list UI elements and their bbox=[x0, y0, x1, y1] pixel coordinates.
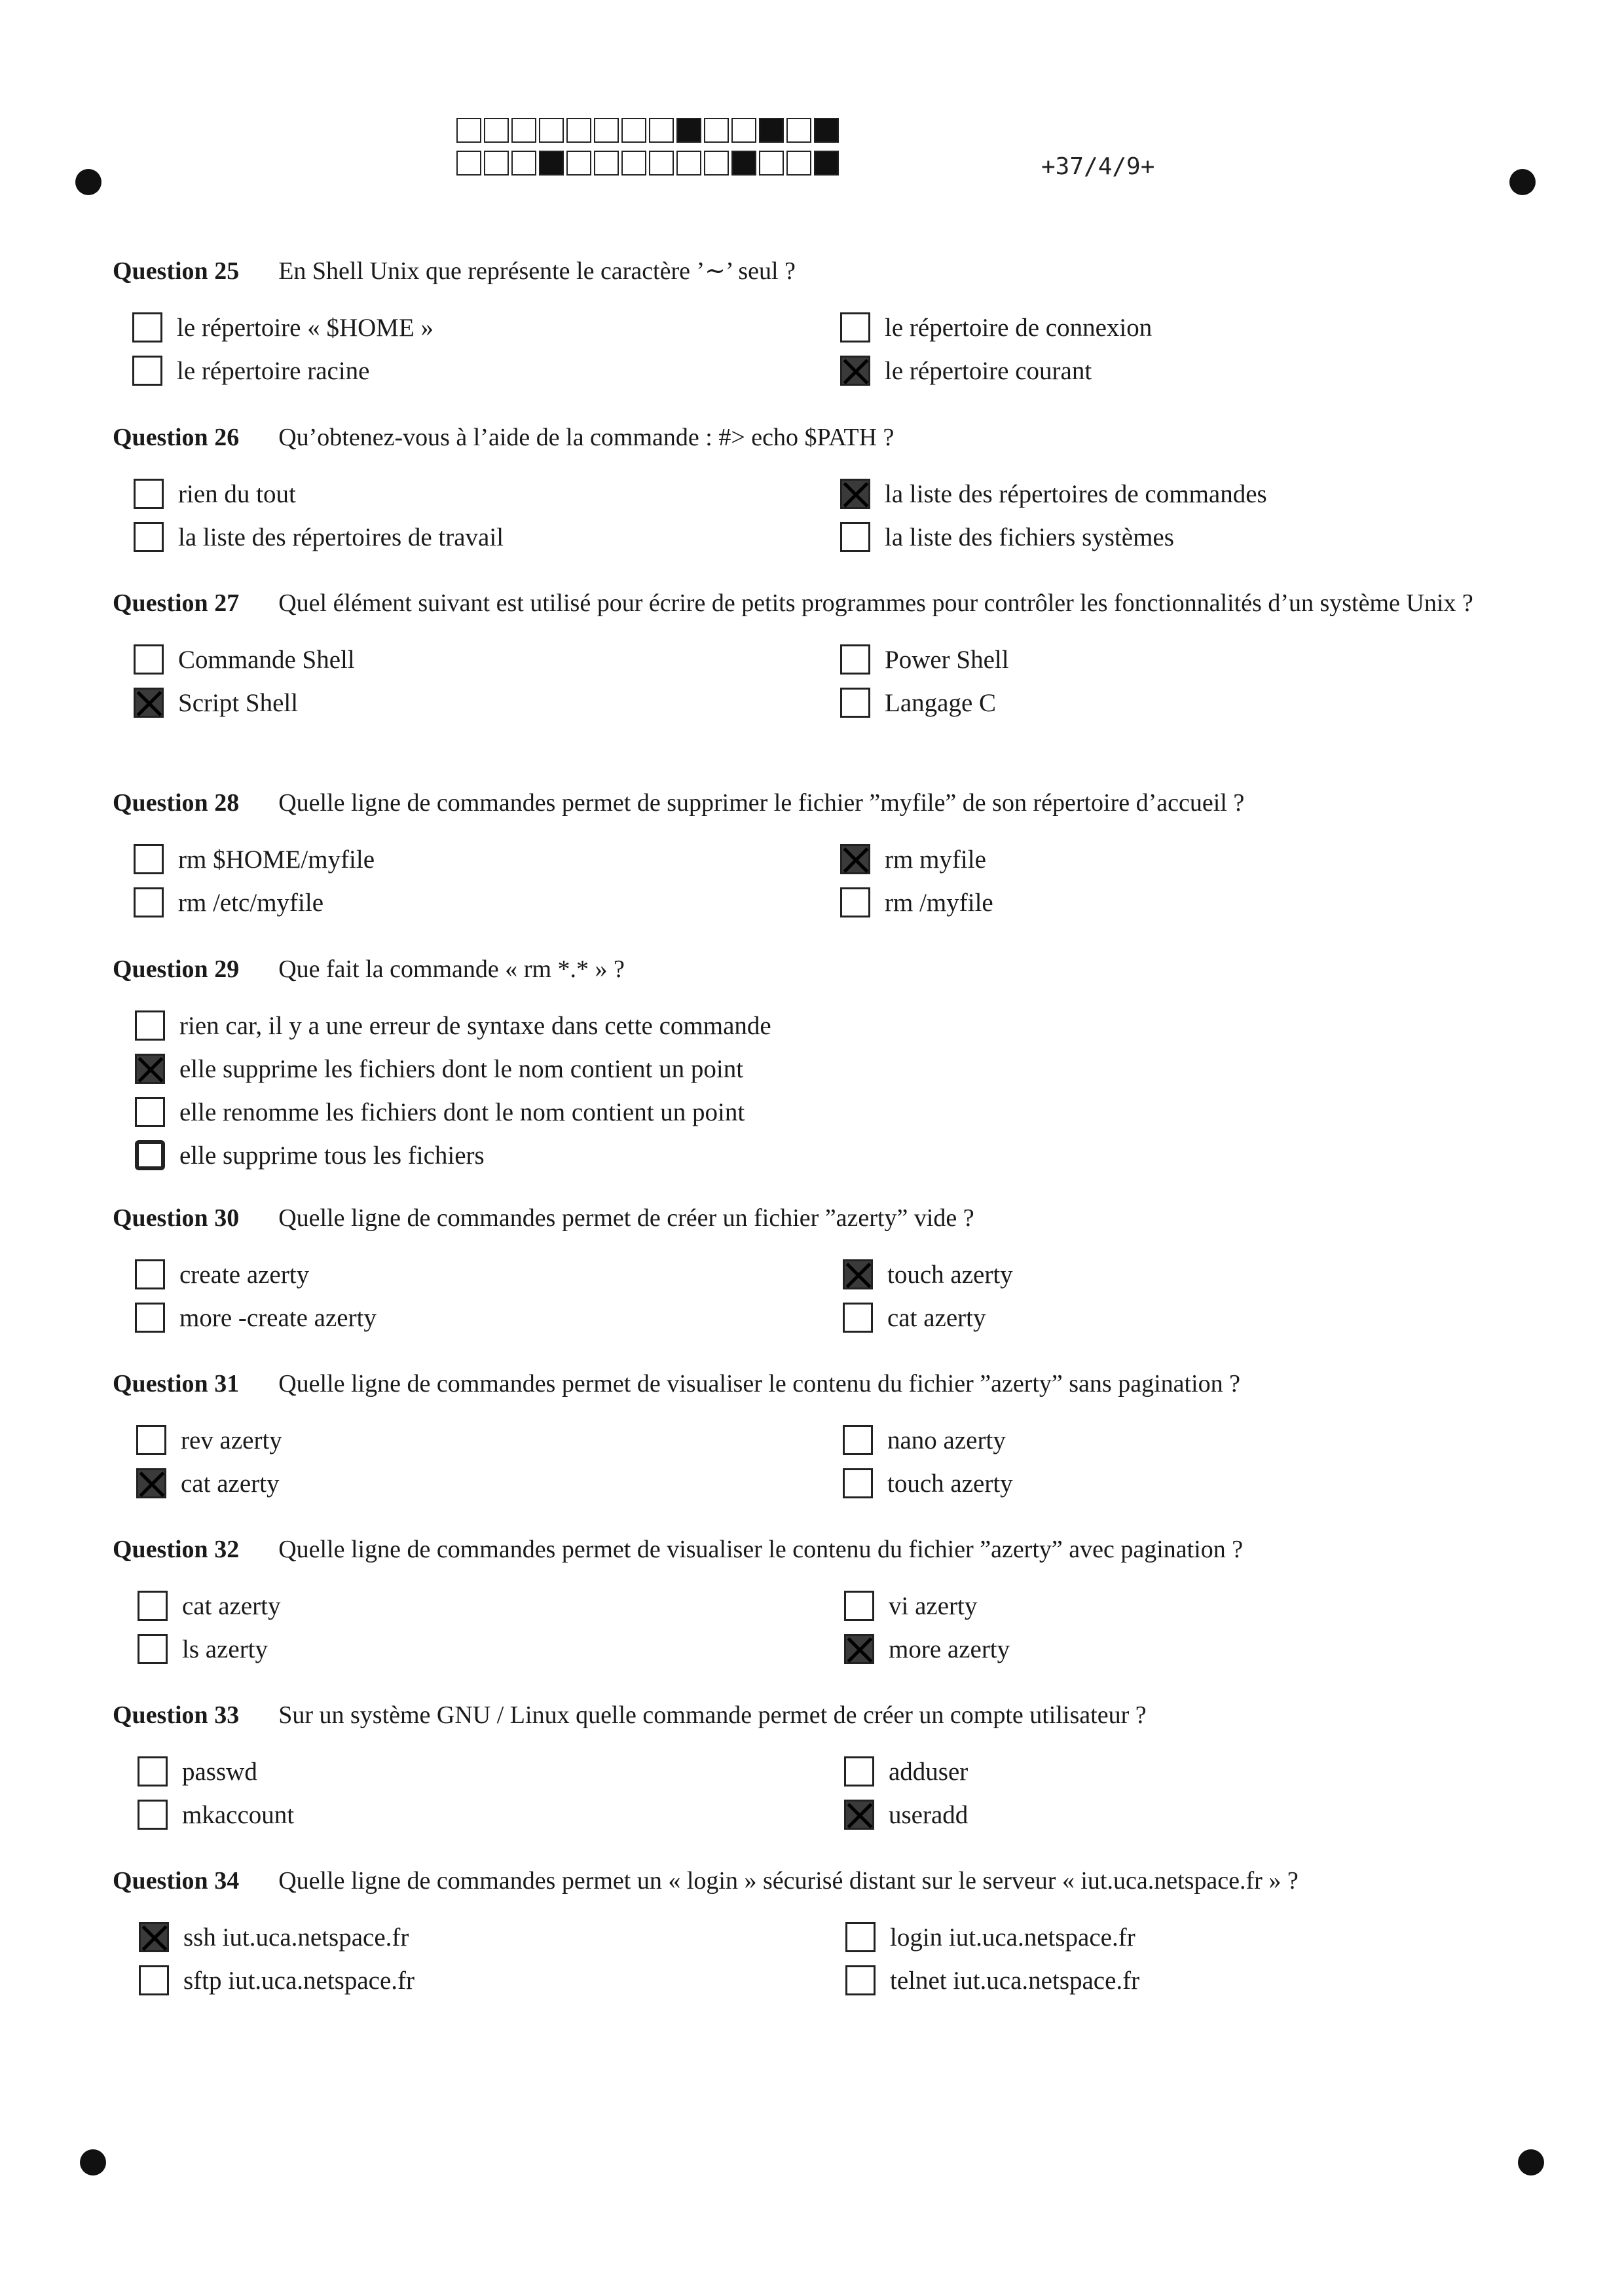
checkbox-corrected[interactable] bbox=[135, 1140, 165, 1170]
checkbox-checked[interactable] bbox=[844, 1800, 874, 1830]
answer-label: la liste des fichiers systèmes bbox=[885, 523, 1174, 551]
checkbox[interactable] bbox=[840, 644, 870, 675]
checkbox[interactable] bbox=[134, 644, 164, 675]
answer-option[interactable] bbox=[136, 1465, 279, 1502]
barcode-cell bbox=[456, 118, 481, 143]
answer-label: rm $HOME/myfile bbox=[178, 845, 375, 874]
answer-option[interactable] bbox=[134, 475, 296, 512]
answer-label: rev azerty bbox=[181, 1426, 282, 1454]
answer-label: rm /myfile bbox=[885, 888, 993, 917]
question-text: Qu’obtenez-vous à l’aide de la commande : #> echo $PATH ? bbox=[278, 424, 895, 451]
checkbox-checked[interactable] bbox=[844, 1634, 874, 1664]
registration-mark-top-right bbox=[1509, 169, 1536, 195]
question-28 bbox=[113, 786, 1504, 917]
question-number: Question 33 bbox=[113, 1701, 240, 1729]
checkbox[interactable] bbox=[138, 1591, 168, 1621]
checkbox-checked[interactable] bbox=[135, 1054, 165, 1084]
checkbox[interactable] bbox=[843, 1303, 873, 1333]
checkbox[interactable] bbox=[845, 1922, 876, 1952]
answer-label: Script Shell bbox=[178, 688, 299, 717]
barcode-cell bbox=[484, 151, 509, 176]
checkbox-checked[interactable] bbox=[843, 1259, 873, 1289]
checkbox[interactable] bbox=[840, 887, 870, 917]
answer-label: touch azerty bbox=[887, 1260, 1013, 1289]
question-text: Quelle ligne de commandes permet de visualiser le contenu du fichier ”azerty” avec pagination ? bbox=[278, 1536, 1244, 1563]
answer-option[interactable] bbox=[138, 1796, 294, 1833]
question-number: Question 30 bbox=[113, 1204, 240, 1232]
question-text: Quel élément suivant est utilisé pour écrire de petits programmes pour contrôler les fonctionnalités d’un système Unix ? bbox=[278, 589, 1473, 617]
answer-label: sftp iut.uca.netspace.fr bbox=[183, 1966, 415, 1995]
answer-label: Commande Shell bbox=[178, 645, 355, 674]
checkbox[interactable] bbox=[844, 1591, 874, 1621]
barcode-cell bbox=[456, 151, 481, 176]
answer-option[interactable] bbox=[139, 1962, 415, 1999]
question-33 bbox=[113, 1698, 1504, 1829]
question-number: Question 34 bbox=[113, 1867, 240, 1895]
answer-option[interactable] bbox=[134, 641, 355, 678]
answer-label: create azerty bbox=[179, 1260, 310, 1289]
answer-label: useradd bbox=[889, 1800, 969, 1829]
barcode-cell bbox=[704, 151, 729, 176]
answer-option[interactable] bbox=[135, 1094, 745, 1130]
answer-label: Langage C bbox=[885, 688, 997, 717]
barcode-cell bbox=[649, 151, 674, 176]
checkbox[interactable] bbox=[135, 1097, 165, 1127]
answer-label: Power Shell bbox=[885, 645, 1009, 674]
barcode-cell bbox=[566, 151, 591, 176]
barcode-cell bbox=[484, 118, 509, 143]
answer-option[interactable] bbox=[844, 1587, 977, 1624]
question-31 bbox=[113, 1367, 1504, 1498]
checkbox-checked[interactable] bbox=[136, 1468, 166, 1498]
checkbox[interactable] bbox=[139, 1965, 169, 1995]
answer-option[interactable] bbox=[844, 1796, 968, 1833]
answer-label: la liste des répertoires de travail bbox=[178, 523, 504, 551]
answer-label: more -create azerty bbox=[179, 1303, 377, 1332]
answer-option[interactable] bbox=[840, 475, 1267, 512]
question-text: Quelle ligne de commandes permet un « login » sécurisé distant sur le serveur « iut.uca.netspace.fr » ? bbox=[278, 1867, 1299, 1895]
barcode-cell bbox=[786, 151, 811, 176]
checkbox[interactable] bbox=[134, 479, 164, 509]
answer-label: elle renomme les fichiers dont le nom contient un point bbox=[179, 1098, 745, 1126]
checkbox[interactable] bbox=[840, 522, 870, 552]
answer-label: cat azerty bbox=[182, 1591, 281, 1620]
barcode-cell bbox=[621, 151, 646, 176]
question-number: Question 29 bbox=[113, 955, 240, 983]
question-prompt bbox=[113, 952, 1504, 986]
barcode-cell-filled bbox=[539, 151, 564, 176]
barcode-cell-filled bbox=[731, 151, 756, 176]
question-number: Question 27 bbox=[113, 589, 240, 617]
answer-option[interactable] bbox=[135, 1050, 743, 1087]
question-text: Quelle ligne de commandes permet de visualiser le contenu du fichier ”azerty” sans pagination ? bbox=[278, 1370, 1240, 1398]
question-number: Question 32 bbox=[113, 1536, 240, 1563]
checkbox[interactable] bbox=[843, 1425, 873, 1455]
barcode-cell bbox=[511, 151, 536, 176]
barcode-cell bbox=[594, 151, 619, 176]
answer-option[interactable] bbox=[840, 841, 986, 878]
answer-option[interactable] bbox=[135, 1137, 485, 1174]
barcode-cell bbox=[759, 151, 784, 176]
question-29 bbox=[113, 952, 1504, 1170]
question-prompt bbox=[113, 586, 1504, 620]
answer-label: cat azerty bbox=[181, 1469, 280, 1498]
checkbox-checked[interactable] bbox=[840, 479, 870, 509]
checkbox-checked[interactable] bbox=[134, 688, 164, 718]
answer-option[interactable] bbox=[138, 1631, 268, 1667]
checkbox[interactable] bbox=[138, 1634, 168, 1664]
barcode-cell-filled bbox=[814, 118, 839, 143]
answer-label: rm /etc/myfile bbox=[178, 888, 324, 917]
checkbox[interactable] bbox=[843, 1468, 873, 1498]
registration-mark-top-left bbox=[75, 169, 101, 195]
answer-option[interactable] bbox=[840, 684, 996, 721]
question-prompt bbox=[113, 420, 1504, 454]
question-34 bbox=[113, 1864, 1504, 1995]
answer-label: elle supprime les fichiers dont le nom contient un point bbox=[179, 1054, 744, 1083]
answer-label: mkaccount bbox=[182, 1800, 295, 1829]
barcode-cell bbox=[539, 118, 564, 143]
answer-option[interactable] bbox=[134, 519, 504, 555]
checkbox[interactable] bbox=[840, 688, 870, 718]
barcode-cell bbox=[704, 118, 729, 143]
answer-label: rien car, il y a une erreur de syntaxe dans cette commande bbox=[179, 1011, 771, 1040]
answer-label: login iut.uca.netspace.fr bbox=[890, 1923, 1135, 1952]
barcode-cell bbox=[566, 118, 591, 143]
answer-option[interactable] bbox=[139, 1919, 409, 1955]
answer-label: more azerty bbox=[889, 1635, 1010, 1663]
answer-label: adduser bbox=[889, 1757, 969, 1786]
answer-label: le répertoire racine bbox=[177, 356, 370, 385]
answer-option[interactable] bbox=[132, 352, 369, 389]
question-number: Question 25 bbox=[113, 257, 240, 285]
answer-option[interactable] bbox=[840, 519, 1174, 555]
page-barcode bbox=[456, 118, 841, 183]
registration-mark-bottom-right bbox=[1518, 2149, 1544, 2176]
answer-option[interactable] bbox=[840, 884, 993, 921]
answer-label: ssh iut.uca.netspace.fr bbox=[183, 1923, 409, 1952]
question-prompt bbox=[113, 1532, 1504, 1566]
checkbox[interactable] bbox=[134, 844, 164, 874]
answer-option[interactable] bbox=[843, 1465, 1013, 1502]
checkbox[interactable] bbox=[135, 1259, 165, 1289]
answer-label: cat azerty bbox=[887, 1303, 986, 1332]
checkbox-checked[interactable] bbox=[840, 356, 870, 386]
checkbox[interactable] bbox=[138, 1800, 168, 1830]
checkbox[interactable] bbox=[132, 356, 162, 386]
question-prompt bbox=[113, 1698, 1504, 1732]
barcode-cell bbox=[731, 118, 756, 143]
question-26 bbox=[113, 420, 1504, 551]
answer-label: passwd bbox=[182, 1757, 257, 1786]
question-32 bbox=[113, 1532, 1504, 1663]
answer-option[interactable] bbox=[134, 684, 298, 721]
answer-label: vi azerty bbox=[889, 1591, 978, 1620]
barcode-row-2 bbox=[456, 151, 841, 177]
answer-option[interactable] bbox=[136, 1422, 282, 1458]
answer-option[interactable] bbox=[138, 1753, 257, 1790]
answer-option[interactable] bbox=[845, 1962, 1139, 1999]
question-30 bbox=[113, 1201, 1504, 1332]
checkbox[interactable] bbox=[134, 887, 164, 917]
checkbox-checked[interactable] bbox=[139, 1922, 169, 1952]
answer-option[interactable] bbox=[843, 1256, 1013, 1293]
question-prompt bbox=[113, 1201, 1504, 1235]
answer-option[interactable] bbox=[844, 1631, 1010, 1667]
answer-option[interactable] bbox=[134, 884, 323, 921]
answer-option[interactable] bbox=[840, 641, 1009, 678]
question-prompt bbox=[113, 254, 1504, 288]
answer-label: rm myfile bbox=[885, 845, 986, 874]
answer-option[interactable] bbox=[135, 1256, 309, 1293]
registration-mark-bottom-left bbox=[80, 2149, 106, 2176]
question-text: En Shell Unix que représente le caractère ’∼’ seul ? bbox=[278, 257, 796, 285]
checkbox-checked[interactable] bbox=[840, 844, 870, 874]
answer-option[interactable] bbox=[132, 309, 434, 346]
checkbox[interactable] bbox=[135, 1010, 165, 1041]
barcode-cell bbox=[676, 151, 701, 176]
barcode-cell bbox=[511, 118, 536, 143]
question-number: Question 28 bbox=[113, 789, 240, 817]
answer-label: ls azerty bbox=[182, 1635, 268, 1663]
answer-label: touch azerty bbox=[887, 1469, 1013, 1498]
answer-option[interactable] bbox=[840, 352, 1092, 389]
answer-option[interactable] bbox=[843, 1299, 986, 1336]
answer-option[interactable] bbox=[135, 1299, 377, 1336]
checkbox[interactable] bbox=[136, 1425, 166, 1455]
question-27 bbox=[113, 586, 1504, 717]
barcode-cell-filled bbox=[759, 118, 784, 143]
question-text: Sur un système GNU / Linux quelle commande permet de créer un compte utilisateur ? bbox=[278, 1701, 1147, 1729]
question-text: Quelle ligne de commandes permet de créer un fichier ”azerty” vide ? bbox=[278, 1204, 974, 1232]
barcode-cell bbox=[594, 118, 619, 143]
barcode-row-1 bbox=[456, 118, 841, 144]
checkbox[interactable] bbox=[840, 312, 870, 343]
page-id: +37/4/9+ bbox=[1041, 153, 1155, 180]
checkbox[interactable] bbox=[138, 1756, 168, 1787]
answer-label: le répertoire de connexion bbox=[885, 313, 1153, 342]
question-number: Question 31 bbox=[113, 1370, 240, 1398]
checkbox[interactable] bbox=[132, 312, 162, 343]
question-prompt bbox=[113, 786, 1504, 820]
checkbox[interactable] bbox=[135, 1303, 165, 1333]
checkbox[interactable] bbox=[845, 1965, 876, 1995]
barcode-cell bbox=[649, 118, 674, 143]
answer-option[interactable] bbox=[840, 309, 1152, 346]
answer-label: la liste des répertoires de commandes bbox=[885, 479, 1267, 508]
answer-label: le répertoire « $HOME » bbox=[177, 313, 434, 342]
question-text: Quelle ligne de commandes permet de supprimer le fichier ”myfile” de son répertoire d’accueil ? bbox=[278, 789, 1245, 817]
barcode-cell-filled bbox=[676, 118, 701, 143]
answer-option[interactable] bbox=[843, 1422, 1006, 1458]
question-number: Question 26 bbox=[113, 424, 240, 451]
answer-option[interactable] bbox=[138, 1587, 280, 1624]
answer-label: elle supprime tous les fichiers bbox=[179, 1141, 485, 1170]
barcode-cell bbox=[786, 118, 811, 143]
checkbox[interactable] bbox=[134, 522, 164, 552]
barcode-cell bbox=[621, 118, 646, 143]
question-prompt bbox=[113, 1367, 1504, 1401]
question-prompt bbox=[113, 1864, 1504, 1898]
barcode-cell-filled bbox=[814, 151, 839, 176]
question-text: Que fait la commande « rm *.* » ? bbox=[278, 955, 625, 983]
answer-option[interactable] bbox=[135, 1007, 771, 1044]
answer-label: rien du tout bbox=[178, 479, 296, 508]
answer-option[interactable] bbox=[134, 841, 375, 878]
answer-label: le répertoire courant bbox=[885, 356, 1092, 385]
answer-label: nano azerty bbox=[887, 1426, 1006, 1454]
answer-option[interactable] bbox=[845, 1919, 1135, 1955]
answer-label: telnet iut.uca.netspace.fr bbox=[890, 1966, 1140, 1995]
question-25 bbox=[113, 254, 1504, 385]
answer-option[interactable] bbox=[844, 1753, 968, 1790]
checkbox[interactable] bbox=[844, 1756, 874, 1787]
